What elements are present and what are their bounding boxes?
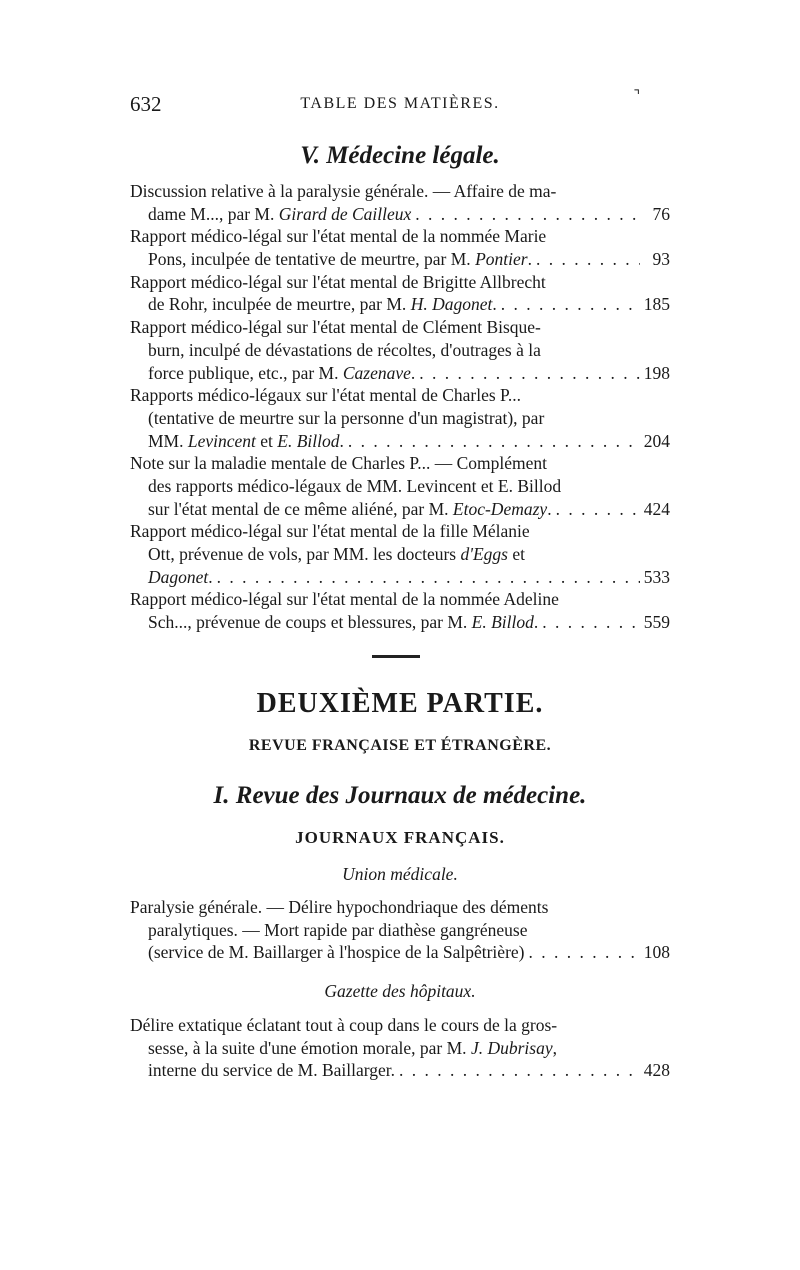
entry-line <box>130 896 670 919</box>
page-number: 632 <box>130 92 162 116</box>
entry-text: force publique, etc., par M. Cazenave. <box>148 362 416 383</box>
entry-line <box>130 316 670 339</box>
toc-entry <box>130 1014 670 1082</box>
entry-line <box>130 588 670 611</box>
entry-text: Rapport médico-légal sur l'état mental de Brigitte Allbrecht <box>130 271 546 292</box>
toc-entry <box>130 520 670 588</box>
toc-entry <box>130 180 670 225</box>
entry-text: sesse, à la suite d'une émotion morale, par M. J. Dubrisay, <box>148 1037 557 1058</box>
section-divider <box>372 655 420 658</box>
entry-text: des rapports médico-légaux de MM. Levincent et E. Billod <box>148 475 562 496</box>
entry-text: Délire extatique éclatant tout à coup dans le cours de la gros- <box>130 1015 558 1035</box>
entry-text: Paralysie générale. — Délire hypochondriaque des déments <box>130 897 549 917</box>
entry-text: Rapports médico-légaux sur l'état mental de Charles P... <box>130 385 521 406</box>
dot-leader <box>395 1059 640 1082</box>
entry-page-number: 533 <box>643 566 670 587</box>
dot-leader <box>538 611 640 634</box>
entry-line <box>130 293 670 316</box>
entry-line <box>130 203 670 226</box>
part-title: DEUXIÈME PARTIE. <box>256 688 544 719</box>
entry-line <box>130 248 670 271</box>
toc-entry <box>130 384 670 452</box>
entry-page-number: 428 <box>643 1060 670 1081</box>
entry-line <box>130 543 670 566</box>
corner-mark: ⌝ <box>633 89 640 104</box>
journal-entries <box>130 1014 670 1082</box>
running-title: TABLE DES MATIÈRES. <box>300 95 500 112</box>
entry-line <box>130 1014 670 1037</box>
entry-text: (service de M. Baillarger à l'hospice de la Salpêtrière) <box>148 942 525 963</box>
entry-line <box>130 430 670 453</box>
entry-line <box>130 475 670 498</box>
journals-section-title: I. Revue des Journaux de médecine. <box>213 782 587 809</box>
entry-text: Rapport médico-légal sur l'état mental de la nommée Adeline <box>130 589 559 610</box>
journal-name: Gazette des hôpitaux. <box>324 981 476 1001</box>
dot-leader <box>411 203 640 226</box>
entry-text: Discussion relative à la paralysie générale. — Affaire de ma- <box>130 181 557 201</box>
toc-entry <box>130 588 670 633</box>
page-header <box>130 89 670 122</box>
entry-line <box>130 1059 670 1082</box>
journals-subheading: JOURNAUX FRANÇAIS. <box>295 828 505 847</box>
entry-text: MM. Levincent et E. Billod. <box>148 430 344 451</box>
entry-page-number: 198 <box>643 362 670 383</box>
journal-entries <box>130 896 670 964</box>
toc-entry <box>130 316 670 384</box>
entry-line <box>130 271 670 294</box>
entry-page-number: 108 <box>643 942 670 963</box>
entry-text: Rapport médico-légal sur l'état mental de la nommée Marie <box>130 226 547 247</box>
entry-text: interne du service de M. Baillarger. <box>148 1060 396 1081</box>
dot-leader <box>213 566 640 589</box>
entry-page-number: 76 <box>652 203 670 224</box>
dot-leader <box>525 941 641 964</box>
entry-text: Pons, inculpée de tentative de meurtre, par M. Pontier. <box>148 249 532 270</box>
entry-text: dame M..., par M. Girard de Cailleux <box>148 203 412 224</box>
entry-text: Dagonet. <box>148 566 213 587</box>
entry-text: Rapport médico-légal sur l'état mental de Clément Bisque- <box>130 317 541 338</box>
entry-text: (tentative de meurtre sur la personne d'un magistrat), par <box>148 407 545 428</box>
toc-entry <box>130 452 670 520</box>
journal-name: Union médicale. <box>342 864 458 884</box>
dot-leader <box>415 362 640 385</box>
entry-line <box>130 339 670 362</box>
entry-line <box>130 520 670 543</box>
entry-line <box>130 919 670 942</box>
dot-leader <box>532 248 640 271</box>
entry-text: Ott, prévenue de vols, par MM. les docteurs d'Eggs et <box>148 544 526 564</box>
entry-line <box>130 498 670 521</box>
entry-page-number: 185 <box>643 294 670 315</box>
entry-text: Sch..., prévenue de coups et blessures, par M. E. Billod. <box>148 612 539 633</box>
entry-line <box>130 611 670 634</box>
toc-entry <box>130 896 670 964</box>
entry-text: paralytiques. — Mort rapide par diathèse gangréneuse <box>148 919 528 940</box>
entry-text: de Rohr, inculpée de meurtre, par M. H. Dagonet. <box>148 294 497 315</box>
entry-text: burn, inculpé de dévastations de récoltes, d'outrages à la <box>148 339 541 360</box>
entry-text: Rapport médico-légal sur l'état mental de la fille Mélanie <box>130 521 530 542</box>
toc-entry <box>130 225 670 270</box>
dot-leader <box>497 293 640 316</box>
entry-page-number: 424 <box>643 498 670 519</box>
legal-medicine-entries <box>130 180 670 634</box>
dot-leader <box>552 498 640 521</box>
dot-leader <box>344 430 640 453</box>
part-subtitle: REVUE FRANÇAISE ET ÉTRANGÈRE. <box>248 737 552 754</box>
section-title: V. Médecine légale. <box>300 142 500 169</box>
entry-line <box>130 362 670 385</box>
entry-line <box>130 384 670 407</box>
entry-text: Note sur la maladie mentale de Charles P... — Complément <box>130 453 547 474</box>
entry-line <box>130 225 670 248</box>
entry-text: sur l'état mental de ce même aliéné, par M. Etoc-Demazy. <box>148 498 552 519</box>
entry-page-number: 204 <box>643 430 670 451</box>
entry-line <box>130 1037 670 1060</box>
entry-line <box>130 566 670 589</box>
entry-page-number: 93 <box>652 249 670 270</box>
entry-page-number: 559 <box>643 612 670 633</box>
entry-line <box>130 452 670 475</box>
toc-entry <box>130 271 670 316</box>
entry-line <box>130 941 670 964</box>
entry-line <box>130 180 670 203</box>
entry-line <box>130 407 670 430</box>
